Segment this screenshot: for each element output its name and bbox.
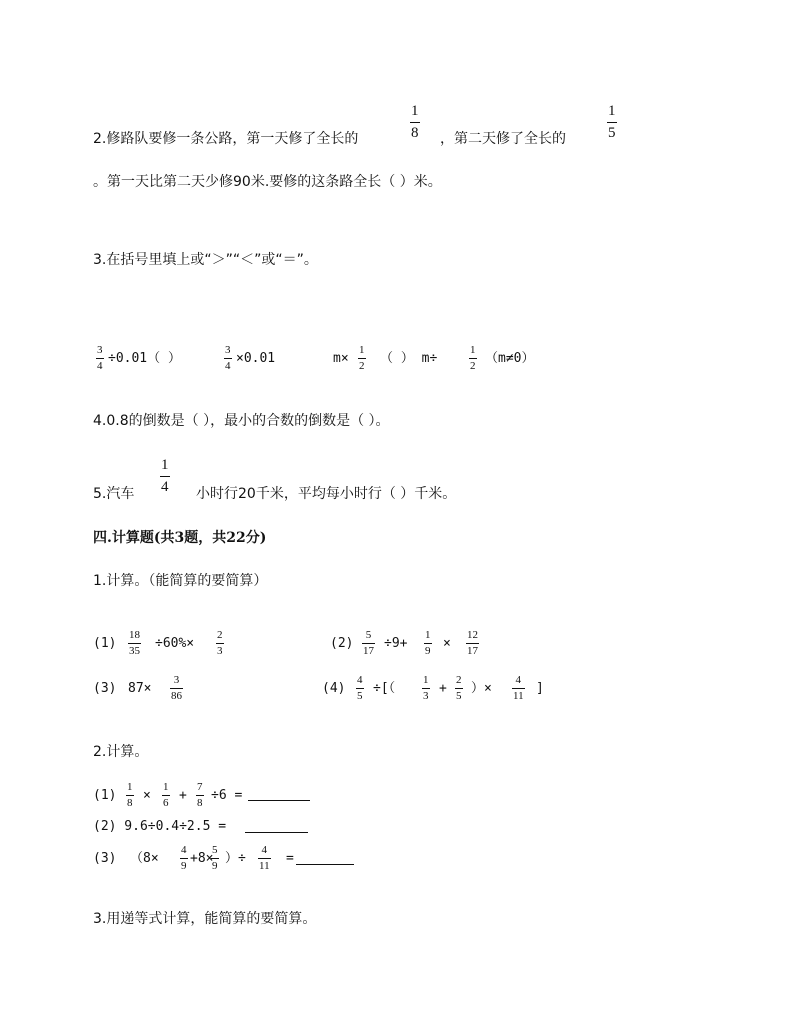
p1-d-mid: ÷[（	[373, 681, 396, 696]
q5-fraction: 1 4	[161, 457, 169, 495]
p1-b-mid: ÷9+	[384, 636, 408, 651]
p2-a-label: (1)	[93, 788, 117, 803]
p2-c-answer-blank[interactable]	[296, 864, 354, 865]
p2-c-fraction-1: 4 9	[181, 844, 187, 872]
q2-fraction-1: 1 8	[411, 103, 419, 141]
p1-b-label: (2)	[330, 636, 354, 651]
p2-c-mid: +8×	[190, 851, 214, 866]
p1-b-times: ×	[443, 636, 451, 651]
p2-c-fraction-2: 5 9	[212, 844, 218, 872]
p1-b-fraction-3: 12 17	[467, 629, 478, 657]
p1-d-fraction-1: 4 5	[357, 674, 363, 702]
p1-d-plus: +	[439, 681, 447, 696]
p2-a-end: ÷6 =	[211, 788, 243, 803]
p1-a-fraction-2: 2 3	[217, 629, 223, 657]
p2-a-answer-blank[interactable]	[248, 800, 310, 801]
p2-a-fraction-1: 1 8	[127, 781, 133, 809]
p2-title: 2.计算。	[93, 744, 149, 760]
p1-d-label: (4)	[322, 681, 346, 696]
q3-text: 3.在括号里填上或“＞”“＜”或“＝”。	[93, 252, 318, 268]
p3-title: 3.用递等式计算，能简算的要简算。	[93, 911, 317, 927]
q2-text-part2: ，第二天修了全长的	[440, 131, 566, 147]
q3-e1-rest: ÷0.01（ ）	[108, 351, 181, 366]
p2-a-fraction-2: 1 6	[163, 781, 169, 809]
q5-text-pre: 5.汽车	[93, 486, 135, 502]
q3-e4-fraction: 1 2	[470, 344, 476, 372]
p2-c-label: (3)	[93, 851, 117, 866]
p1-b-fraction-2: 1 9	[425, 629, 431, 657]
q4-text: 4.0.8的倒数是（ ），最小的合数的倒数是（ ）。	[93, 413, 390, 429]
p1-d-end: ]	[536, 681, 544, 696]
p2-b-text: (2) 9.6÷0.4÷2.5 =	[93, 819, 227, 834]
q3-e4-post: （m≠0）	[485, 351, 535, 366]
p2-a-fraction-3: 7 8	[197, 781, 203, 809]
p1-c-mid: 87×	[128, 681, 152, 696]
p1-b-fraction-1: 5 17	[363, 629, 374, 657]
p1-d-close: ）×	[471, 681, 492, 696]
p1-a-mid: ÷60%×	[155, 636, 195, 651]
q5-text-post: 小时行20千米，平均每小时行（ ）千米。	[196, 486, 457, 502]
p2-a-times: ×	[143, 788, 151, 803]
section4-heading: 四.计算题(共3题，共22分)	[93, 530, 267, 546]
q2-fraction-2: 1 5	[608, 103, 616, 141]
q3-e2-fraction: 3 4	[225, 344, 231, 372]
q3-e1-fraction: 3 4	[97, 344, 103, 372]
q2-text-line2: 。第一天比第二天少修90米.要修的这条路全长（ ）米。	[93, 174, 442, 190]
p1-c-label: (3)	[93, 681, 117, 696]
p2-c-fraction-3: 4 11	[259, 844, 270, 872]
p2-b-answer-blank[interactable]	[245, 832, 308, 833]
p1-d-fraction-2: 1 3	[423, 674, 429, 702]
p1-c-fraction: 3 86	[171, 674, 182, 702]
p2-c-close: ）÷	[225, 851, 246, 866]
p2-c-end: =	[286, 851, 294, 866]
p1-title: 1.计算。（能简算的要简算）	[93, 573, 268, 589]
q2-text-part1: 2.修路队要修一条公路，第一天修了全长的	[93, 131, 359, 147]
q3-e3-mid: （ ） m÷	[380, 351, 438, 366]
p2-c-open: （8×	[130, 851, 159, 866]
q3-e2-rest: ×0.01	[236, 351, 276, 366]
p1-a-label: (1)	[93, 636, 117, 651]
p1-a-fraction-1: 18 35	[129, 629, 140, 657]
p1-d-fraction-4: 4 11	[513, 674, 524, 702]
p1-d-fraction-3: 2 5	[456, 674, 462, 702]
p2-a-plus: +	[179, 788, 187, 803]
q3-e3-fraction: 1 2	[359, 344, 365, 372]
q3-e3-pre: m×	[333, 351, 349, 366]
